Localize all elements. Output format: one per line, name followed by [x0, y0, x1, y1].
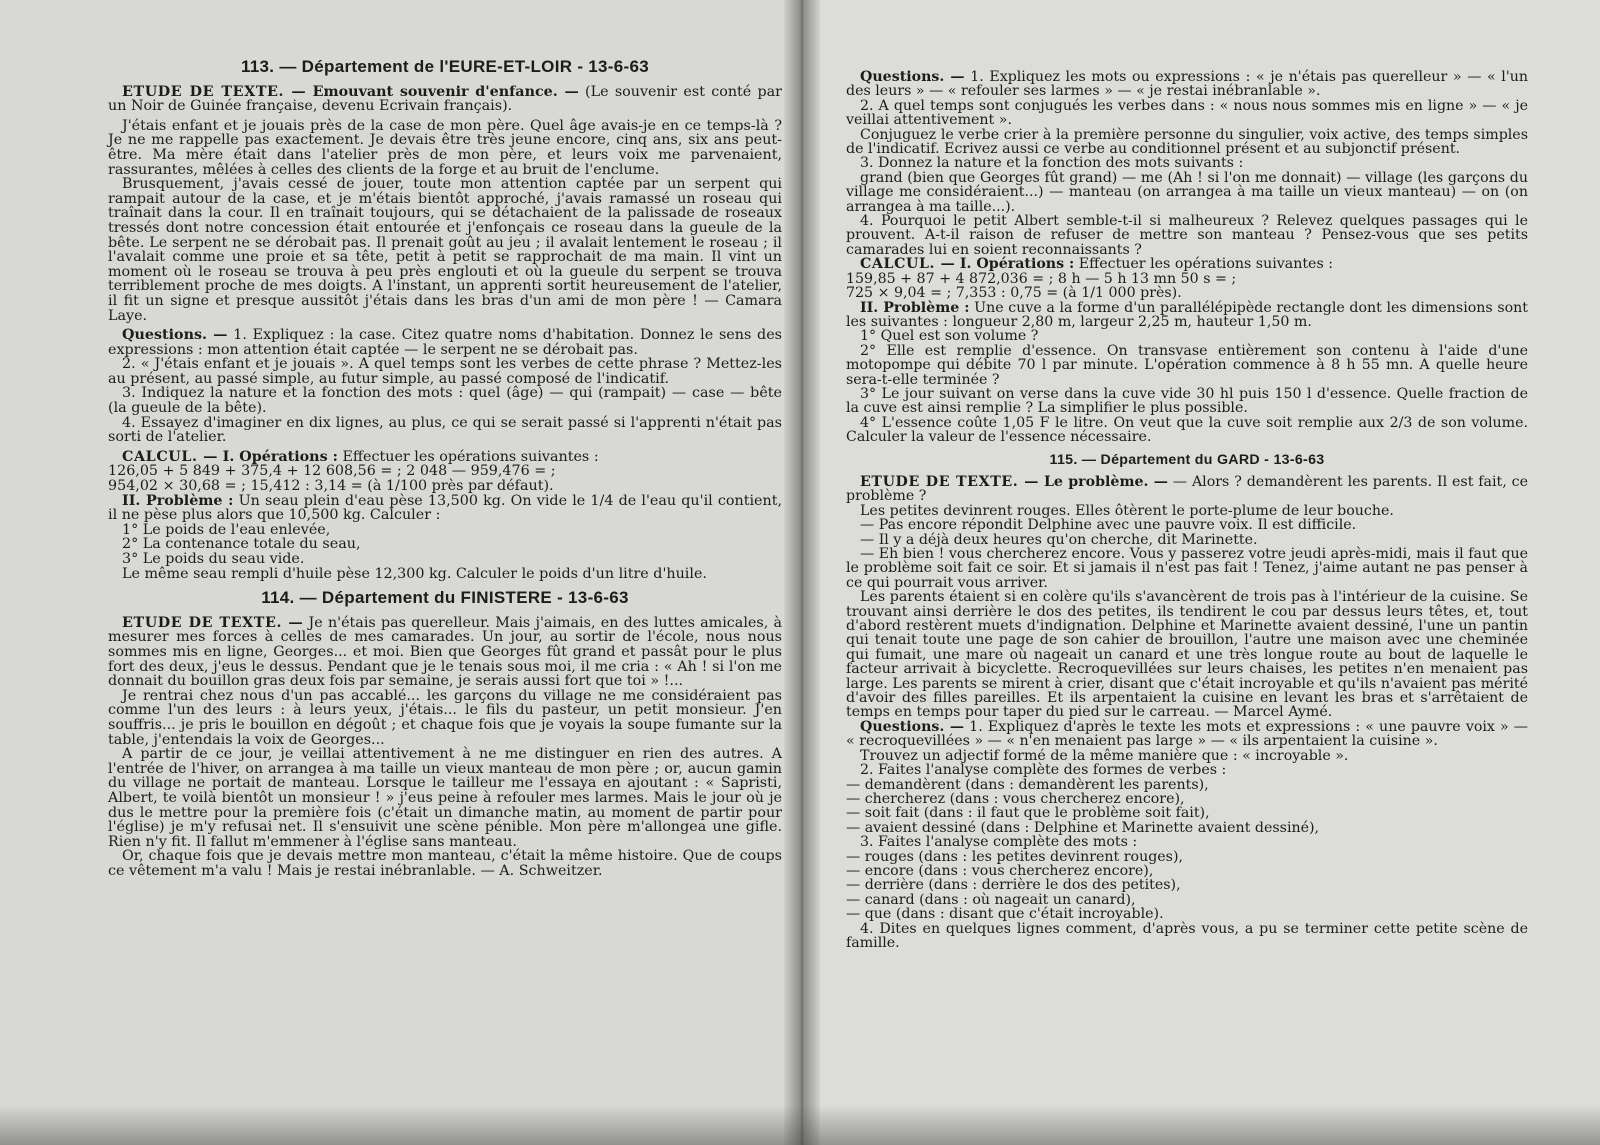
- exam-113-calcul-intro: [108, 450, 782, 465]
- exam-114-probleme-item-2: 2° Elle est remplie d'essence. On transvase entièrement son contenu à l'aide d'une motopompe qui débite 70 l par minute. L'opération commence à 8 h 55 mn. A quelle heure sera-t-elle terminée ?: [846, 342, 1528, 388]
- etude-label: ETUDE DE TEXTE. —: [860, 473, 1040, 490]
- exam-114-question-2b: Conjuguez le verbe crier à la première personne du singulier, voix active, des temps simples de l'indicatif. Ecrivez aussi ce verbe au conditionnel présent et au subjonctif présent.: [846, 126, 1528, 158]
- exam-113-calcul-line-1: 126,05 + 5 849 + 375,4 + 12 608,56 = ; 2 048 — 959,476 = ;: [108, 463, 556, 480]
- exam-114-probleme-item-3: 3° Le jour suivant on verse dans la cuve vide 30 hl puis 150 l d'essence. Quelle fraction de la cuve est ainsi remplie ? La simplifier le plus possible.: [846, 385, 1528, 417]
- exam-113-calcul-line-2: 954,02 × 30,68 = ; 15,412 : 3,14 = (à 1/100 près par défaut).: [108, 478, 554, 495]
- exam-114-question-3b: grand (bien que Georges fût grand) — me (Ah ! si l'on me donnait) — village (les garçons du village me considéraient...) — manteau (on arrangea à ma taille un vieux manteau) — on (on arrangea à ma taille...).: [846, 169, 1528, 215]
- operations-intro: Effectuer les opérations suivantes :: [342, 448, 599, 465]
- exam-114-paragraph-2: Je rentrai chez nous d'un pas accablé... les garçons du village ne me considéraient pas comme l'un des leurs : à leurs yeux, j'étais... le fils du pasteur, un petit monsieur. J'en souffris... je pris le bouillon en dégoût ; et chaque fois que je voyais la soupe fumante sur la table, j'entendais la voix de Georges...: [108, 687, 782, 748]
- exam-113-probleme-last: Le même seau rempli d'huile pèse 12,300 kg. Calculer le poids d'un litre d'huile.: [122, 565, 707, 582]
- exam-114-question-3: 3. Donnez la nature et la fonction des mots suivants :: [860, 155, 1244, 172]
- exam-114-paragraph-4: Or, chaque fois que je devais mettre mon manteau, c'était la même histoire. Que de coups ce vêtement m'a valu ! Mais je restai inébranlable. — A. Schweitzer.: [108, 848, 782, 879]
- exam-115-text-line-2: Les petites devinrent rouges. Elles ôtèrent le porte-plume de leur bouche.: [860, 502, 1394, 519]
- exam-115-text-line-6: Les parents étaient si en colère qu'ils s'avancèrent de trois pas à l'intérieur de la cuisine. Se trouvant ainsi derrière le dos des petites, ils tendirent le cou par dessus leurs têtes, et, tout d'abord restèrent muets d'indignation. Delphine et Marinette avaient dessiné, l'une un pantin qui tenait toute une page de son cahier de brouillon, l'autre une maison avec une cheminée qui fumait, une mare où nageait un canard et une très longue route au bout de laquelle le facteur arrivait à bicyclette. Recroquevillées sur leurs chaises, les petites n'en menaient pas large. Les parents se mirent à crier, disant que c'était incroyable et qu'ils n'avaient pas mérité d'avoir des filles pareilles. Et ils arpentaient la cuisine en levant les bras et s'arrêtaient de temps en temps pour taper du pied sur le carreau. — Marcel Aymé.: [846, 589, 1528, 721]
- exam-114-probleme-item-1: 1° Quel est son volume ?: [860, 328, 1039, 345]
- exam-115-question-2-item-1: — demandèrent (dans : demandèrent les parents),: [846, 776, 1209, 793]
- exam-115-question-2-item-3: — soit fait (dans : il faut que le problème soit fait),: [846, 805, 1210, 822]
- exam-115-question-3: 3. Faites l'analyse complète des mots :: [860, 834, 1138, 851]
- exam-115-heading: 115. — Département du GARD - 13-6-63: [1049, 451, 1325, 468]
- questions-label: Questions. —: [860, 69, 965, 85]
- exam-113-probleme-item-2: 2° La contenance totale du seau,: [122, 536, 361, 553]
- exam-115-question-3-item-1: — rouges (dans : les petites devinrent rouges),: [846, 848, 1184, 865]
- question-text: 1. Expliquez les mots ou expressions : « je n'étais pas querelleur » — « l'un des leurs » — « refouler ses larmes » — « je restai inébranlable ».: [846, 69, 1528, 100]
- exam-113-question-1: [108, 328, 782, 357]
- calcul-label: CALCUL. —: [860, 256, 956, 273]
- exam-113-question-4: 4. Essayez d'imaginer en dix lignes, au plus, ce qui se serait passé si l'apprenti n'était pas sorti de l'atelier.: [108, 414, 782, 446]
- exam-115-text-line-3: — Pas encore répondit Delphine avec une pauvre voix. Il est difficile.: [860, 517, 1357, 534]
- etude-label: ETUDE DE TEXTE. —: [122, 83, 307, 100]
- exam-114-paragraph-1: [108, 616, 782, 689]
- etude-subtitle: (Le souvenir est conté par un Noir de Guinée française, devenu Ecrivain français).: [108, 83, 783, 115]
- question-text: 1. Expliquez d'après le texte les mots et expressions : « une pauvre voix » — « recroquevillées » — « n'en menaient pas large » — « ils arpentaient la cuisine ».: [846, 718, 1528, 750]
- probleme-title: II. Problème :: [860, 299, 970, 316]
- exam-114-calcul-intro: [846, 257, 1528, 271]
- exam-114-heading: 114. — Département du FINISTERE - 13-6-63: [261, 588, 629, 608]
- paragraph-text: Je n'étais pas querelleur. Mais j'aimais, en des luttes amicales, à mesurer mes forces à celles de mes camarades. Un jour, au sortir de l'école, nous nous sommes mis en ligne, Georges... et moi. Bien que Georges fût grand et passât pour le plus fort des deux, j'eus le dessus. Pendant que je le tenais sous moi, il me cria : « Ah ! si l'on me donnait du bouillon gras deux fois par semaine, je serais aussi fort que toi » !...: [108, 614, 783, 690]
- exam-113-etude-intro: [108, 85, 782, 114]
- operations-title: I. Opérations :: [222, 448, 338, 465]
- exam-114-question-1: [846, 70, 1528, 99]
- question-text: 1. Expliquez : la case. Citez quatre noms d'habitation. Donnez le sens des expressions : mon attention était captée — le serpent ne se dérobait pas.: [108, 327, 782, 358]
- exam-115-text-line-4: — Il y a déjà deux heures qu'on cherche, dit Marinette.: [860, 531, 1258, 548]
- text-line: — Alors ? demandèrent les parents. Il est fait, ce problème ?: [846, 473, 1528, 505]
- etude-label: ETUDE DE TEXTE. —: [122, 614, 304, 631]
- book-gutter: [784, 0, 820, 1145]
- exam-114-question-4: 4. Pourquoi le petit Albert semble-t-il si malheureux ? Relevez quelques passages qui le prouvent. A-t-il raison de refuser de mettre son manteau ? Pensez-vous que ses petits camarades lui en soient reconnaissants ?: [846, 213, 1528, 258]
- operations-title: I. Opérations :: [959, 256, 1075, 273]
- exam-113-paragraph-1: J'étais enfant et je jouais près de la case de mon père. Quel âge avais-je en ce temps-là ? Je ne me rappelle pas exactement. Je devais être très jeune encore, cinq ans, six ans peut-être. Ma mère était dans l'atelier près de mon père, et leurs voix me parvenaient, rassurantes, mêlées à celles des clients de la forge et au bruit de l'enclume.: [108, 117, 782, 178]
- exam-115-question-1b: Trouvez un adjectif formé de la même manière que : « incroyable ».: [860, 747, 1349, 764]
- exam-113-probleme: [108, 494, 782, 523]
- probleme-text: Un seau plein d'eau pèse 13,500 kg. On vide le 1/4 de l'eau qu'il contient, il ne pèse plus alors que 10,500 kg. Calculer :: [108, 492, 782, 524]
- exam-114-calcul-line-2: 725 × 9,04 = ; 7,353 : 0,75 = (à 1/1 000 près).: [846, 285, 1182, 302]
- exam-115-question-1: [846, 720, 1528, 749]
- exam-115-intro: [846, 475, 1528, 504]
- etude-title: Emouvant souvenir d'enfance. —: [312, 83, 579, 100]
- exam-113-probleme-item-3: 3° Le poids du seau vide.: [122, 551, 305, 567]
- exam-113-question-2: 2. « J'étais enfant et je jouais ». A quel temps sont les verbes de cette phrase ? Mettez-les au présent, au passé simple, au futur simple, au passé composé de l'indicatif.: [108, 356, 782, 387]
- calcul-label: CALCUL. —: [122, 448, 219, 465]
- questions-label: Questions. —: [122, 327, 228, 344]
- exam-114-question-2: 2. A quel temps sont conjugués les verbes dans : « nous nous sommes mis en ligne » — « je veillai attentivement ».: [846, 97, 1528, 129]
- page-shadow: [0, 1105, 1600, 1145]
- exam-114-probleme-item-4: 4° L'essence coûte 1,05 F le litre. On veut que la cuve soit remplie aux 2/3 de son volume. Calculer la valeur de l'essence nécessaire.: [846, 414, 1528, 446]
- exam-115-question-3-item-5: — que (dans : disant que c'était incroyable).: [846, 906, 1164, 923]
- exam-115-question-2: 2. Faites l'analyse complète des formes de verbes :: [860, 762, 1227, 779]
- exam-113-paragraph-2: Brusquement, j'avais cessé de jouer, toute mon attention captée par un serpent qui rampait autour de la case, et je m'étais bientôt approché, j'avais ramassé un roseau qui traînait dans la cour. Il en traînait toujours, qui se détachaient de la palissade de roseaux tressés dont notre concession était entourée et j'enfonçais ce roseau dans la gueule de la bête. Le serpent ne se dérobait pas. Il prenait goût au jeu ; il avalait lentement le roseau ; il l'avalait comme une proie et sa tête, petit à petit se rapprochait de ma main. Il vint un moment où le roseau se trouva à peu près englouti et où la gueule du serpent se trouva terriblement proche de mes doigts. A l'instant, un apprenti sortit heureusement de l'atelier, il fit un signe et presque aussitôt j'étais dans les bras d'un ami de mon père ! — Camara Laye.: [108, 176, 782, 324]
- exam-115-question-4: 4. Dites en quelques lignes comment, d'après vous, a pu se terminer cette petite scène de famille.: [846, 920, 1528, 951]
- exam-115-question-2-item-4: — avaient dessiné (dans : Delphine et Marinette avaient dessiné),: [846, 819, 1320, 836]
- exam-115-question-3-item-2: — encore (dans : vous chercherez encore),: [846, 862, 1154, 879]
- etude-title: Le problème. —: [1043, 473, 1168, 490]
- operations-intro: Effectuer les opérations suivantes :: [1078, 256, 1334, 273]
- exam-114-calcul-line-1: 159,85 + 87 + 4 872,036 = ; 8 h — 5 h 13 mn 50 s = ;: [846, 270, 1237, 287]
- exam-115-question-3-item-3: — derrière (dans : derrière le dos des petites),: [846, 877, 1181, 894]
- exam-115-text-line-5: — Eh bien ! vous chercherez encore. Vous y passerez votre jeudi après-midi, mais il faut que le problème soit fait ce soir. Et si jamais il n'est pas fait ! Tenez, j'aime autant ne pas penser à ce qui pourrait vous arriver.: [846, 546, 1528, 591]
- exam-115-question-3-item-4: — canard (dans : où nageait un canard),: [846, 891, 1136, 908]
- exam-113-probleme-item-1: 1° Le poids de l'eau enlevée,: [122, 521, 331, 538]
- questions-label: Questions. —: [860, 718, 965, 735]
- exam-113-question-3: 3. Indiquez la nature et la fonction des mots : quel (âge) — qui (rampait) — case — bête (la gueule de la bête).: [108, 385, 782, 417]
- probleme-title: II. Problème :: [122, 492, 234, 509]
- exam-113-heading: 113. — Département de l'EURE-ET-LOIR - 13-6-63: [240, 57, 649, 76]
- exam-114-probleme: [846, 301, 1528, 330]
- exam-115-question-2-item-2: — chercherez (dans : vous chercherez encore),: [846, 790, 1185, 807]
- probleme-text: Une cuve a la forme d'un parallélépipède rectangle dont les dimensions sont les suivantes : longueur 2,80 m, largeur 2,25 m, hauteur 1,50 m.: [846, 299, 1528, 330]
- exam-114-paragraph-3: A partir de ce jour, je veillai attentivement à ne me distinguer en rien des autres. A l'entrée de l'hiver, on arrangea à ma taille un vieux manteau de mon père ; or, aucun gamin du village ne portait de manteau. Lorsque le tailleur me l'essaya en ajoutant : « Sapristi, Albert, te voilà bientôt un monsieur ! » j'eus peine à refouler mes larmes. Mais le jour où je dus le mettre pour la première fois (c'était un dimanche matin, au moment de partir pour l'église) je m'y refusai net. Il s'ensuivit une scène pénible. Mon père m'allongea une gifle. Rien n'y fit. Il fallut m'emmener à l'église sans manteau.: [108, 746, 782, 850]
- right-page: [804, 0, 1600, 1145]
